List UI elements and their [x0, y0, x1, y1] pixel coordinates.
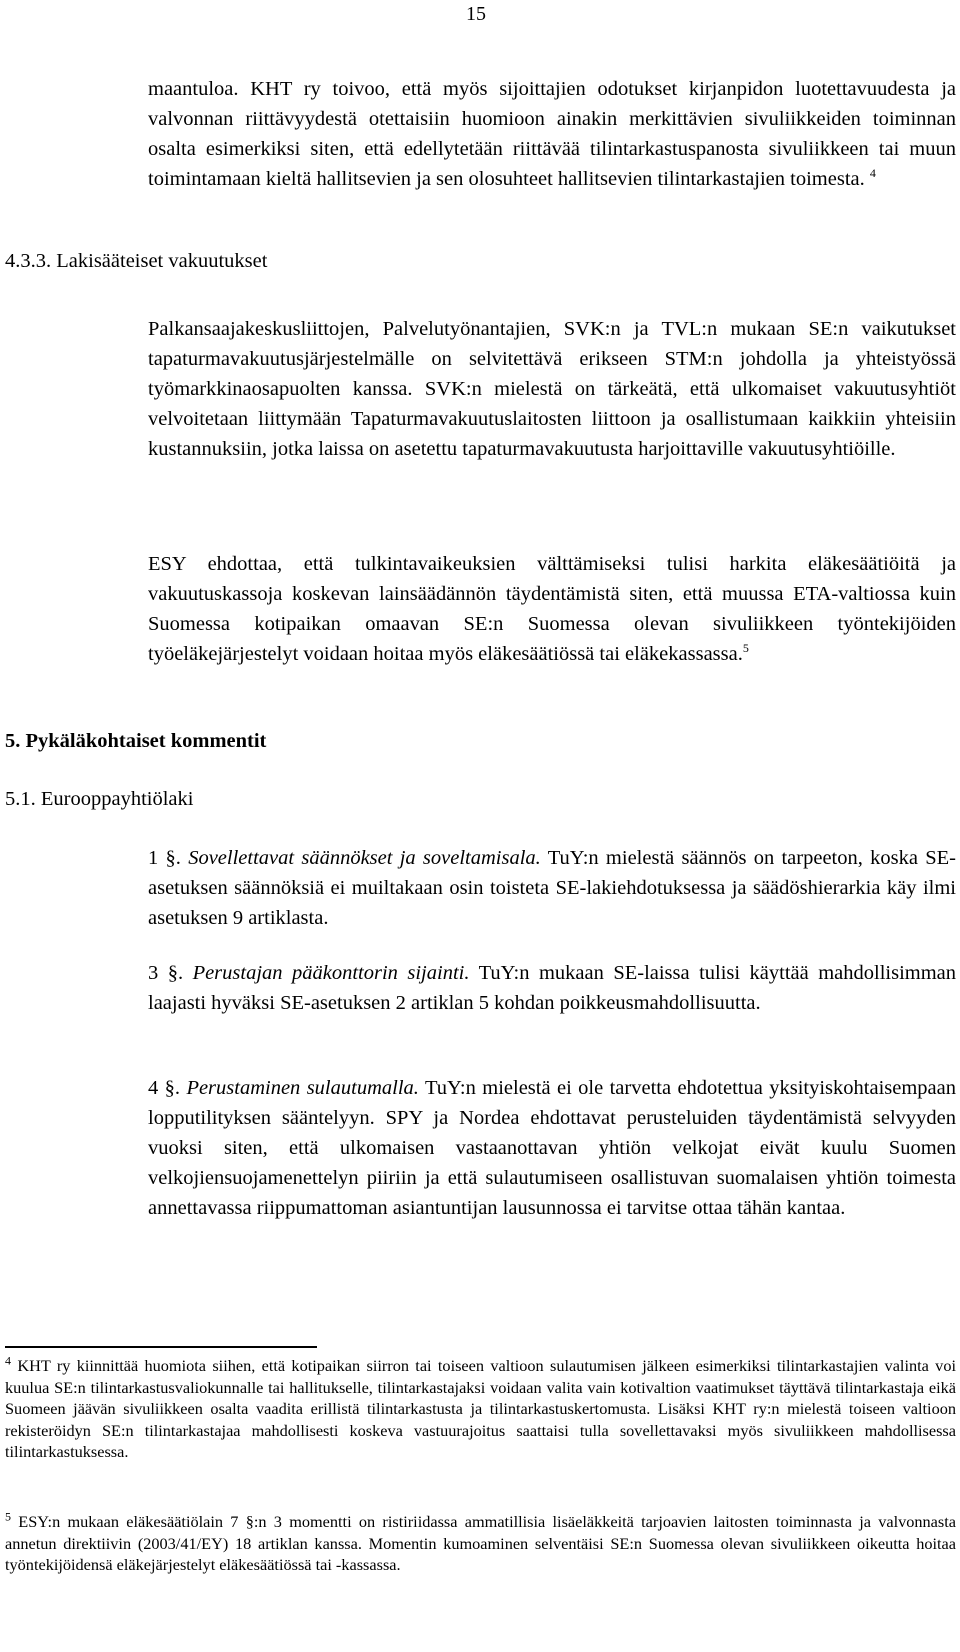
section-4-paragraph	[148, 1073, 956, 1223]
section-title: Perustajan pääkonttorin sijainti.	[192, 962, 470, 984]
footnote-5	[5, 1511, 956, 1576]
section-title: Perustaminen sulautumalla.	[186, 1077, 419, 1099]
paragraph-text: ESY ehdottaa, että tulkintavaikeuksien välttämiseksi tulisi harkita eläkesäätiöitä ja vakuutuskassoja koskevan lainsäädännön täydentämistä siten, että muussa ETA-valtiossa kuin Suomessa kotipaikan omaavan SE:n Suomessa olevan sivuliikkeen työntekijöiden työeläkejärjestelyt voidaan hoitaa myös eläkesäätiössä tai eläkekassassa.	[148, 553, 956, 665]
heading-5-1: 5.1. Eurooppayhtiölaki	[5, 788, 194, 810]
paragraph-esy-proposal	[148, 549, 956, 669]
section-1-paragraph	[148, 843, 956, 933]
section-text: TuY:n mielestä ei ole tarvetta ehdotettua yksityiskohtaisempaan lopputilityksen sääntelyyn. SPY ja Nordea ehdottavat perusteluiden täydentämistä selvyyden vuoksi siten, että ulkomaisen vastaanottavan yhtiön velkojat eivät kuulu Suomen velkojiensuojamenettelyn piiriin ja että sulautumiseen osallistuvan suomalaisen yhtiön toimesta annettavassa riippumattoman asiantuntijan lausunnossa ei tarvitse ottaa tähän kantaa.	[148, 1077, 956, 1219]
footnote-number: 5	[5, 1509, 11, 1524]
paragraph-text: maantuloa. KHT ry toivoo, että myös sijoittajien odotukset kirjanpidon luotettavuudesta ja valvonnan riittävyydestä otettaisiin huomioon ainakin merkittävien sivuliikkeiden toiminnan osalta esimerkiksi siten, että edellytetään riittävää tilintarkastuspanosta sivuliikkeen tai muun toimintamaan kieltä hallitsevien ja sen olosuhteet hallitsevien tilintarkastajien toimesta.	[148, 78, 956, 190]
paragraph-text: Palkansaajakeskusliittojen, Palvelutyönantajien, SVK:n ja TVL:n mukaan SE:n vaikutukset tapaturmavakuutusjärjestelmälle on selvitettävä erikseen STM:n johdolla ja yhteistyössä työmarkkinaosapuolten kanssa. SVK:n mielestä on tärkeätä, että ulkomaiset vakuutusyhtiöt velvoitetaan liittymään Tapaturmavakuutuslaitosten liittoon ja osallistumaan kaikkiin yhteisiin kustannuksiin, jotka laissa on asetettu tapaturmavakuutusta harjoittaville vakuutusyhtiöille.	[148, 318, 956, 460]
section-text: TuY:n mukaan SE-laissa tulisi käyttää mahdollisimman laajasti hyväksi SE-asetuksen 2 artiklan 5 kohdan poikkeusmahdollisuutta.	[148, 962, 957, 1014]
heading-4-3-3: 4.3.3. Lakisääteiset vakuutukset	[5, 250, 268, 272]
paragraph-kht-expectations	[148, 74, 956, 194]
footnote-text: ESY:n mukaan eläkesäätiölain 7 §:n 3 momentti on ristiriidassa ammatillisia lisäeläkkeitä tarjoavien laitosten toiminnasta ja valvonnasta annetun direktiivin (2003/41/EY) 18 artiklan kanssa. Momentin kumoaminen selventäisi SE:n Suomessa olevan sivuliikkeen oikeutta hoitaa työntekijöidensä eläkejärjestelyt eläkesäätiössä tai -kassassa.	[5, 1512, 956, 1574]
footnote-ref-4: 4	[869, 166, 876, 181]
footnote-ref-5: 5	[742, 641, 749, 656]
heading-5: 5. Pykäläkohtaiset kommentit	[5, 730, 267, 752]
section-number: 4 §.	[148, 1077, 181, 1099]
section-number: 1 §.	[148, 847, 181, 869]
footnote-separator	[5, 1346, 317, 1348]
section-text: TuY:n mielestä säännös on tarpeeton, koska SE-asetuksen säännöksiä ei muiltakaan osin toisteta SE-lakiehdotuksessa ja säädöshierarkia käy ilmi asetuksen 9 artiklasta.	[148, 847, 956, 929]
section-title: Sovellettavat säännökset ja soveltamisala.	[188, 847, 541, 869]
page-number: 15	[466, 3, 486, 25]
section-3-paragraph	[148, 958, 956, 1018]
paragraph-statutory-insurance	[148, 314, 956, 464]
section-number: 3 §.	[148, 962, 184, 984]
footnote-4	[5, 1355, 956, 1463]
footnote-number: 4	[5, 1353, 11, 1368]
footnote-text: KHT ry kiinnittää huomiota siihen, että kotipaikan siirron tai toiseen valtioon sulautumisen jälkeen esimerkiksi tilintarkastajien valinta voi kuulua SE:n tilintarkastusvaliokunnalle tai hallitukselle, tilintarkastajaksi voidaan valita vain kotivaltion vaatimukset täyttävä tilintarkastaja eikä Suomeen jäävän sivuliikkeen osalta vaadita erillistä tilintarkastusta ja tilintarkastuskertomusta. Lisäksi KHT ry:n mielestä toiseen valtioon rekisteröidyn SE:n tilintarkastajaa mahdollisesti koskeva vastuurajoitus saattaisi tulla sovellettavaksi myös sivuliikkeen mahdollisessa tilintarkastuksessa.	[5, 1356, 956, 1461]
